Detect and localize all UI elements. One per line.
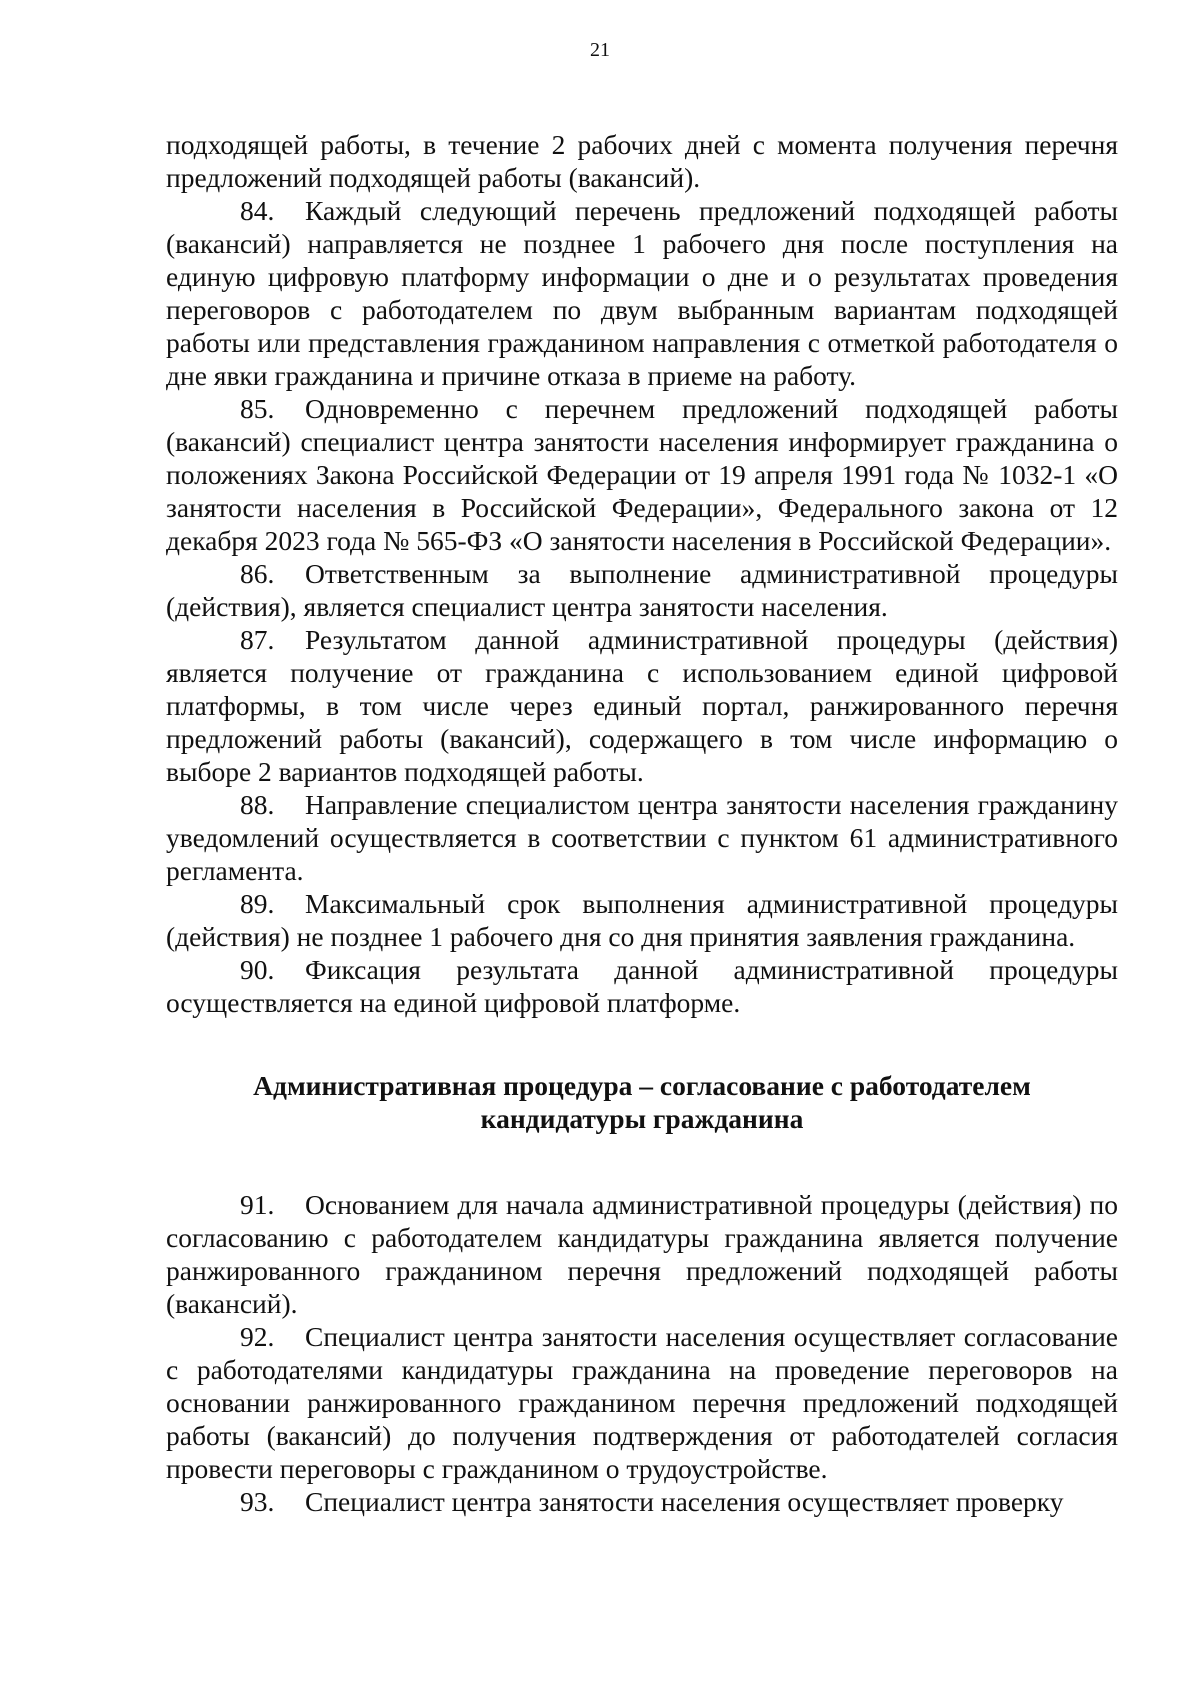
paragraph-93: [166, 1485, 1118, 1518]
paragraph-91: [166, 1188, 1118, 1320]
paragraph-number: 85.: [240, 393, 275, 424]
section-heading-line-1: Административная процедура – согласование с работодателем: [253, 1070, 1031, 1101]
paragraph-text: Максимальный срок выполнения административной процедуры (действия) не позднее 1 рабочего дня со дня принятия заявления гражданина.: [166, 888, 1118, 952]
paragraph-text: Ответственным за выполнение административной процедуры (действия), является специалист центра занятости населения.: [166, 558, 1118, 622]
paragraph-number: 87.: [240, 624, 275, 655]
paragraph-number: 84.: [240, 195, 275, 226]
paragraph-87: [166, 623, 1118, 788]
paragraph-92: [166, 1320, 1118, 1485]
paragraph-text: Направление специалистом центра занятости населения гражданину уведомлений осуществляется в соответствии с пунктом 61 административного регламента.: [166, 789, 1118, 886]
paragraph-89: [166, 887, 1118, 953]
paragraph-continuation: [166, 128, 1118, 194]
paragraph-number: 86.: [240, 558, 275, 589]
paragraph-text: Результатом данной административной процедуры (действия) является получение от гражданина с использованием единой цифровой платформы, в том числе через единый портал, ранжированного перечня предложений работы (вакансий), содержащего в том числе информацию о выборе 2 вариантов подходящей работы.: [166, 624, 1118, 787]
paragraph-number: 92.: [240, 1321, 275, 1352]
paragraph-86: [166, 557, 1118, 623]
paragraph-85: [166, 392, 1118, 557]
paragraph-text: Фиксация результата данной административной процедуры осуществляется на единой цифровой платформе.: [166, 954, 1118, 1018]
paragraph-90: [166, 953, 1118, 1019]
paragraph-number: 93.: [240, 1486, 275, 1517]
section-heading: [166, 1069, 1118, 1135]
paragraph-text: Основанием для начала административной процедуры (действия) по согласованию с работодателем кандидатуры гражданина является получение ранжированного гражданином перечня предложений подходящей работы (вакансий).: [166, 1189, 1118, 1319]
paragraph-text: Одновременно с перечнем предложений подходящей работы (вакансий) специалист центра занятости населения информирует гражданина о положениях Закона Российской Федерации от 19 апреля 1991 года № 1032-1 «О занятости населения в Российской Федерации», Федерального закона от 12 декабря 2023 года № 565-ФЗ «О занятости населения в Российской Федерации».: [166, 393, 1118, 556]
paragraph-number: 88.: [240, 789, 275, 820]
section-heading-line-2: кандидатуры гражданина: [480, 1103, 804, 1134]
paragraph-number: 89.: [240, 888, 275, 919]
paragraph-84: [166, 194, 1118, 392]
paragraph-text: подходящей работы, в течение 2 рабочих дней с момента получения перечня предложений подходящей работы (вакансий).: [166, 129, 1118, 193]
paragraph-number: 91.: [240, 1189, 275, 1220]
document-body: [166, 128, 1118, 1518]
paragraph-88: [166, 788, 1118, 887]
paragraph-text: Специалист центра занятости населения осуществляет согласование с работодателями кандидатуры гражданина на проведение переговоров на основании ранжированного гражданином перечня предложений подходящей работы (вакансий) до получения подтверждения от работодателей согласия провести переговоры с гражданином о трудоустройстве.: [166, 1321, 1118, 1484]
paragraph-text: Каждый следующий перечень предложений подходящей работы (вакансий) направляется не позднее 1 рабочего дня после поступления на единую цифровую платформу информации о дне и о результатах проведения переговоров с работодателем по двум выбранным вариантам подходящей работы или представления гражданином направления с отметкой работодателя о дне явки гражданина и причине отказа в приеме на работу.: [166, 195, 1118, 391]
paragraph-number: 90.: [240, 954, 275, 985]
paragraph-text: Специалист центра занятости населения осуществляет проверку: [305, 1486, 1064, 1517]
page-number: 21: [590, 39, 610, 61]
